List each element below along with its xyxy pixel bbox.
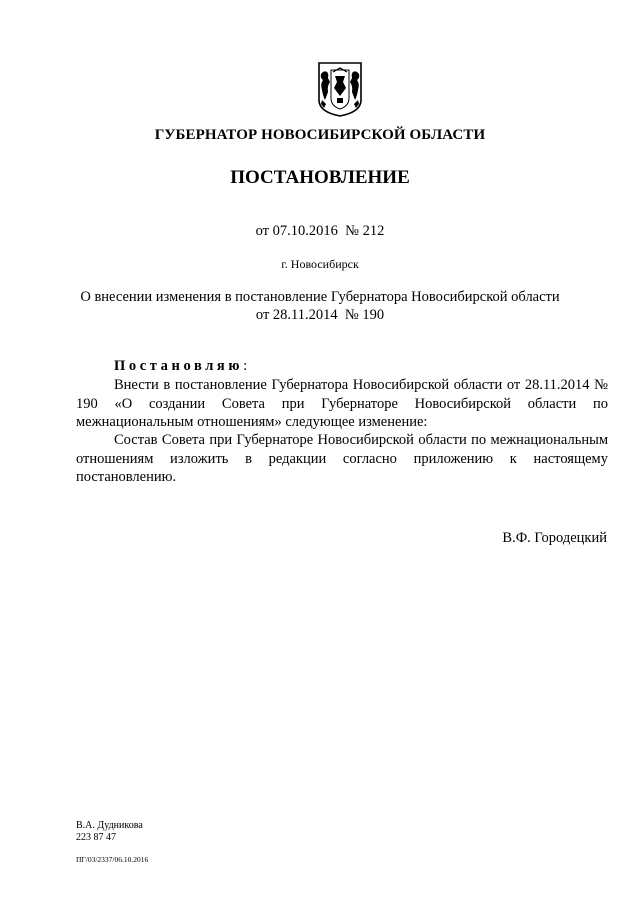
coat-of-arms-icon	[315, 60, 365, 118]
body-paragraph-1: Внести в постановление Губернатора Новосибирской области от 28.11.2014 № 190 «О создании Совета при Губернаторе Новосибирской области по межнациональным отношениям» следующее изменение:	[76, 377, 608, 430]
body-paragraph-2: Состав Совета при Губернаторе Новосибирской области по межнациональным отношениям изложить в редакции согласно приложению к настоящему постановлению.	[76, 432, 608, 485]
subject-block	[60, 288, 580, 324]
executor-block	[76, 820, 143, 844]
subject-line-2: от 28.11.2014 № 190	[255, 307, 385, 323]
city-line: г. Новосибирск	[281, 257, 359, 271]
document-code: ПГ/03/2337/06.10.2016	[76, 855, 149, 864]
resolve-colon: :	[243, 358, 248, 374]
resolve-word: Постановляю	[114, 358, 244, 374]
signature-name: В.Ф. Городецкий	[502, 530, 607, 546]
date-number-line: от 07.10.2016 № 212	[255, 223, 385, 239]
authority-title: ГУБЕРНАТОР НОВОСИБИРСКОЙ ОБЛАСТИ	[154, 127, 486, 143]
executor-name: В.А. Дудникова	[76, 820, 143, 831]
resolve-heading	[114, 358, 247, 375]
subject-line-1: О внесении изменения в постановление Губернатора Новосибирской области	[80, 289, 560, 305]
executor-phone: 223 87 47	[76, 832, 116, 843]
document-type-title: ПОСТАНОВЛЕНИЕ	[230, 167, 410, 188]
